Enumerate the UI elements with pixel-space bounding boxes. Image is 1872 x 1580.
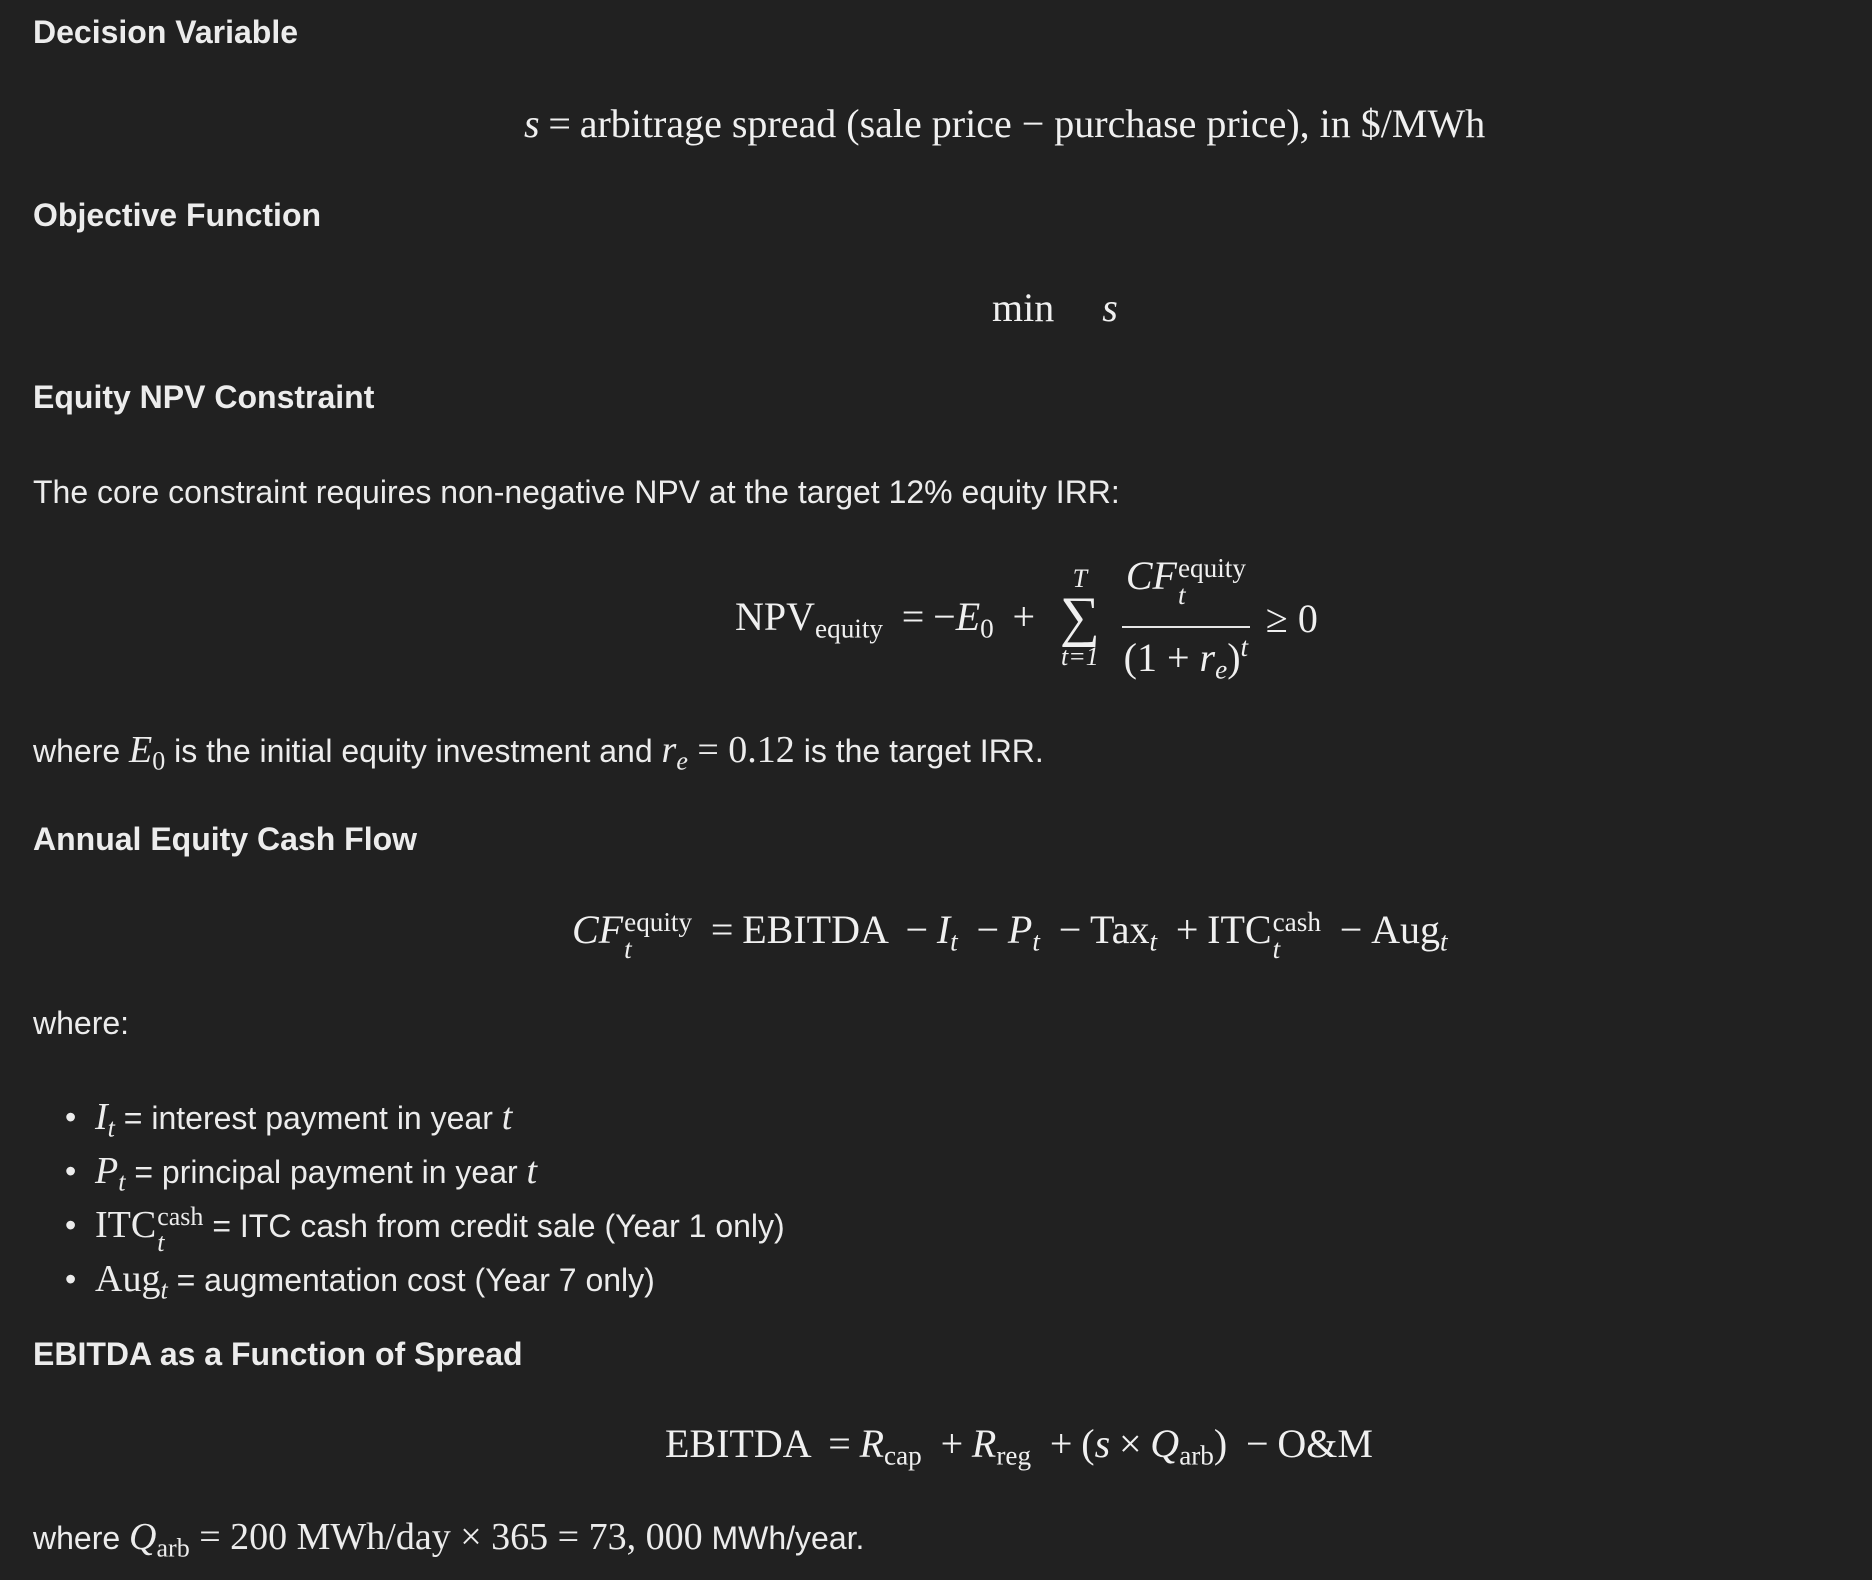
spread-definition: arbitrage spread (sale price − purchase price), in $/MWh <box>579 101 1486 146</box>
heading-objective-function: Objective Function <box>33 197 322 233</box>
list-item: • ITC cash t = ITC cash from credit sale (Year 1 only) <box>95 1198 785 1252</box>
summation: T ∑ t=1 <box>1059 563 1100 671</box>
heading-ebitda-function: EBITDA as a Function of Spread <box>33 1336 523 1372</box>
equation-objective <box>992 284 1118 331</box>
cash-flow-term-list <box>95 1090 785 1306</box>
npv-intro-text: The core constraint requires non-negative NPV at the target 12% equity IRR: <box>33 474 1120 510</box>
var-s: s <box>524 101 540 146</box>
npv-label: NPV <box>735 593 816 639</box>
var-s: s <box>1102 285 1118 330</box>
npv-fraction: CF equity t $(1 + r_e)^t$ <box>1123 552 1249 685</box>
equation-cash-flow: CF equity t = EBITDA − $I_t - P_t - Tax_t$ + ITC cash t − Aug$_t$ <box>572 906 1448 964</box>
list-item: • $I_t$ = interest payment in year t <box>95 1090 785 1144</box>
npv-where-text: where $E_0$ is the initial equity investment and $r_e = 0.12$ is the target IRR. <box>33 729 1044 776</box>
heading-annual-equity-cash-flow: Annual Equity Cash Flow <box>33 821 418 857</box>
list-item: • $P_t$ = principal payment in year t <box>95 1144 785 1198</box>
equation-npv: $NPV_{equity} = -E_0$ + T ∑ t=1 CF equity t $(1 + r_e)^t$ ≥ 0 <box>735 552 1318 685</box>
equation-ebitda: EBITDA = $R_{cap} + R_{reg} + (s \times Q_{arb})$ − O&M <box>665 1421 1373 1471</box>
heading-equity-npv: Equity NPV Constraint <box>33 379 375 415</box>
ebitda-where-text: where $Q_{arb} = 200$ MWh/day × 365 = 73, 000 MWh/year. <box>33 1516 865 1563</box>
min-operator: min <box>992 285 1055 330</box>
equation-decision-variable: s = arbitrage spread (sale price − purchase price), in $/MWh <box>524 101 1486 146</box>
list-item: • Aug$_t$ = augmentation cost (Year 7 only) <box>95 1252 785 1306</box>
heading-decision-variable: Decision Variable <box>33 14 299 50</box>
npv-rhs: ≥ 0 <box>1265 596 1318 642</box>
cash-flow-where-label: where: <box>33 1005 130 1041</box>
